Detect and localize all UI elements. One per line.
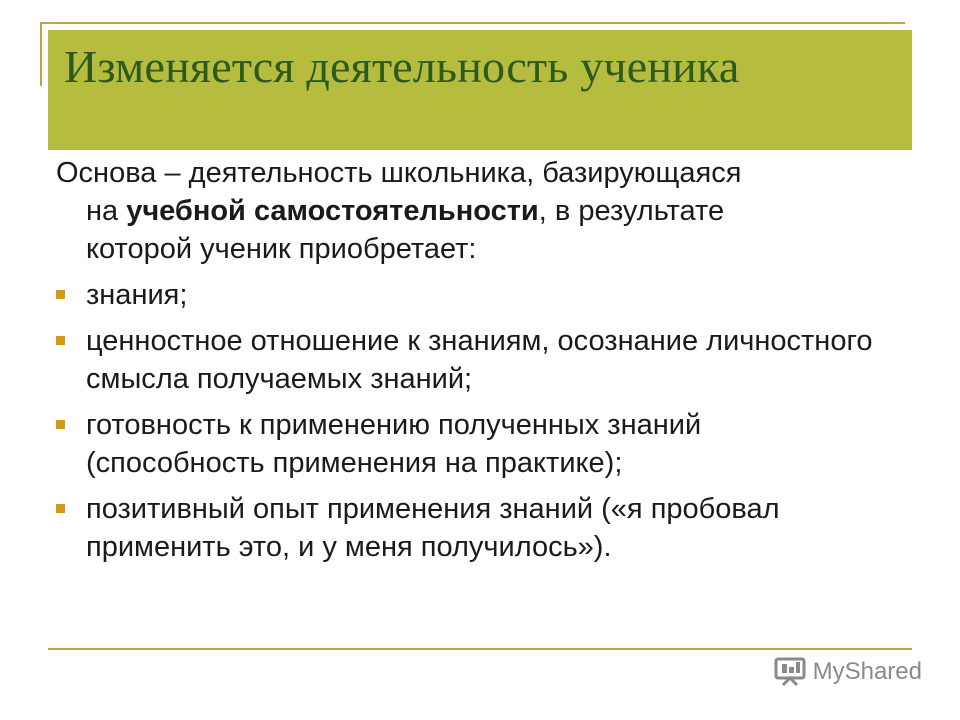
watermark-text: MyShared xyxy=(812,658,922,685)
list-item xyxy=(56,490,886,566)
list-item xyxy=(56,322,886,398)
slide-body xyxy=(56,154,886,574)
list-item-text: готовность к применению полученных знаний (способность применения на практике); xyxy=(86,409,702,479)
list-item-text: позитивный опыт применения знаний («я пробовал применить это, и у меня получилось»). xyxy=(86,493,780,563)
list-item-text: ценностное отношение к знаниям, осознание личностного смысла получаемых знаний; xyxy=(86,325,873,395)
top-divider xyxy=(40,22,905,24)
list-item xyxy=(56,276,886,314)
intro-line-2-suffix: , в результате xyxy=(538,195,725,227)
bottom-divider xyxy=(48,648,912,650)
watermark xyxy=(773,657,922,687)
left-accent-line xyxy=(40,22,42,86)
intro-line-2-prefix: на xyxy=(86,195,127,227)
intro-line-3: которой ученик приобретает: xyxy=(86,233,477,265)
intro-line-2 xyxy=(56,192,886,230)
list-item-text: знания; xyxy=(86,279,188,311)
myshared-logo-icon xyxy=(773,657,807,687)
square-bullet-icon xyxy=(56,336,65,345)
intro-bold-term: учебной самостоятельности xyxy=(126,195,539,227)
bullet-list xyxy=(56,276,886,566)
intro-line-1: Основа – деятельность школьника, базирующаяся xyxy=(56,157,742,189)
slide-title: Изменяется деятельность ученика xyxy=(64,41,740,92)
square-bullet-icon xyxy=(56,504,65,513)
square-bullet-icon xyxy=(56,290,65,299)
list-item xyxy=(56,406,886,482)
intro-paragraph xyxy=(56,154,886,268)
square-bullet-icon xyxy=(56,420,65,429)
